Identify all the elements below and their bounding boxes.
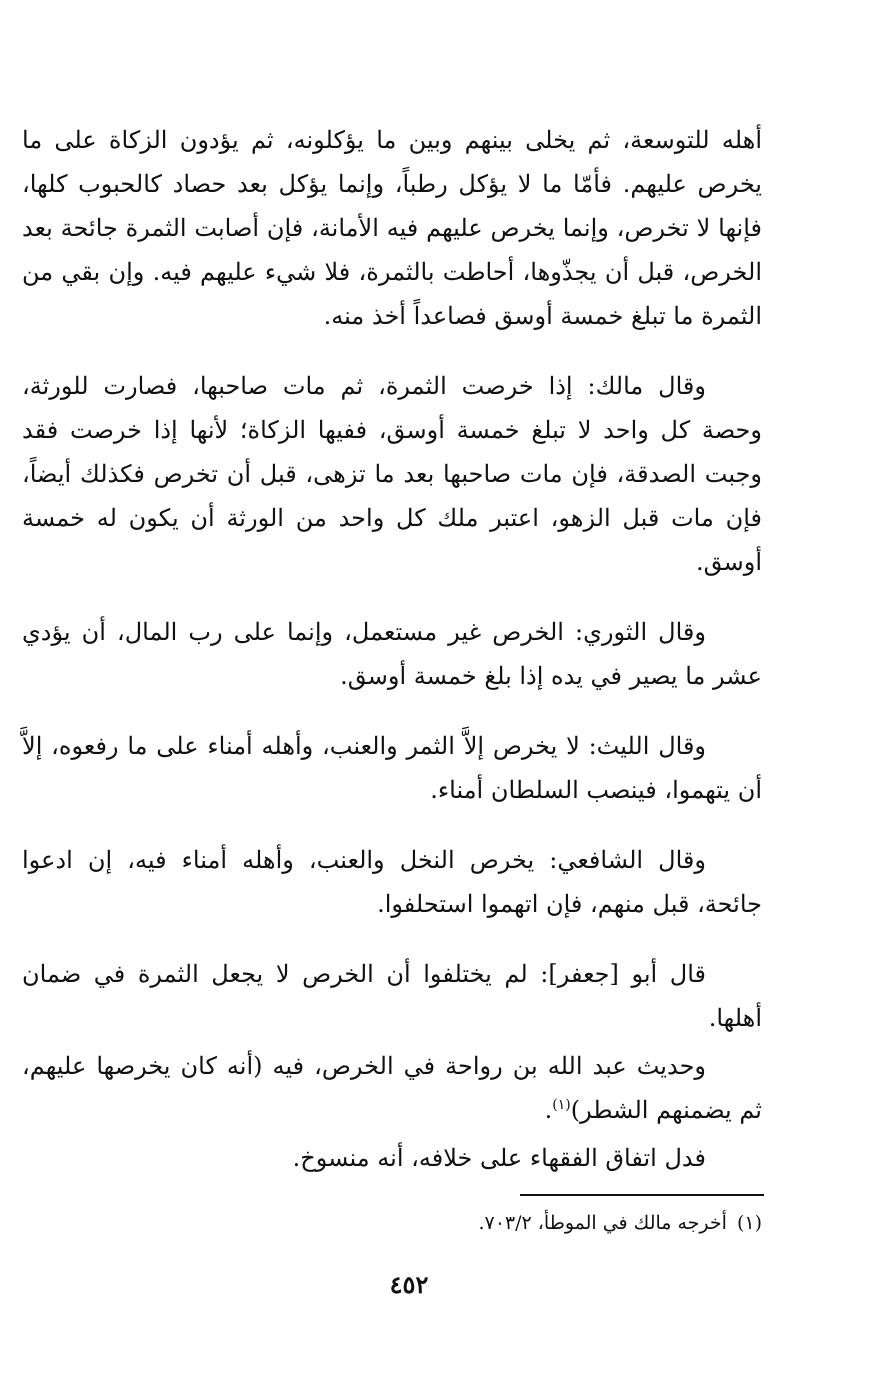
hadith-end-punctuation: . — [544, 1096, 553, 1124]
paragraph-thawri: وقال الثوري: الخرص غير مستعمل، وإنما على رب المال، أن يؤدي عشر ما يصير في يده إذا بلغ خمسة أوسق. — [22, 618, 762, 690]
paragraph-malik: وقال مالك: إذا خرصت الثمرة، ثم مات صاحبها، فصارت للورثة، وحصة كل واحد لا تبلغ خمسة أوسق، ففيها الزكاة؛ لأنها إذا خرصت فقد وجبت الصدقة، فإن مات صاحبها بعد ما تزهى، قبل أن تخرص فكذلك أيضاً، فإن مات قبل الزهو، اعتبر ملك كل واحد من الورثة أن يكون له خمسة أوسق. — [22, 372, 762, 576]
paragraph-tax-assessment: أهله للتوسعة، ثم يخلى بينهم وبين ما يؤكلونه، ثم يؤدون الزكاة على ما يخرص عليهم. فأمّا ما لا يؤكل رطباً، وإنما يؤكل بعد حصاد كالحبوب كلها، فإنها لا تخرص، وإنما يخرص عليهم فيه الأمانة، فإن أصابت الثمرة جائحة بعد الخرص، قبل أن يجذّوها، أحاطت بالثمرة، فلا شيء عليهم فيه. وإن بقي من الثمرة ما تبلغ خمسة أوسق فصاعداً أخذ منه. — [22, 126, 762, 330]
paragraph-shafii: وقال الشافعي: يخرص النخل والعنب، وأهله أمناء فيه، إن ادعوا جائحة، قبل منهم، فإن اتهموا استحلفوا. — [22, 846, 762, 918]
footnote — [300, 1206, 762, 1240]
footnote-divider — [520, 1194, 764, 1196]
main-text — [22, 118, 762, 1180]
footnote-text: أخرجه مالك في الموطأ، ٧٠٣/٢. — [478, 1212, 727, 1234]
hadith-text: وحديث عبد الله بن رواحة في الخرص، فيه (أنه كان يخرصها عليهم، ثم يضمنهم الشطر) — [22, 1052, 762, 1124]
paragraph-layth: وقال الليث: لا يخرص إلاَّ الثمر والعنب، وأهله أمناء على ما رفعوه، إلاَّ أن يتهموا، فينصب السلطان أمناء. — [22, 732, 762, 804]
footnote-marker: (١) — [736, 1212, 762, 1234]
paragraph-hadith — [22, 1044, 762, 1132]
page-number: ٤٥٢ — [389, 1270, 429, 1299]
paragraph-conclusion: فدل اتفاق الفقهاء على خلافه، أنه منسوخ. — [292, 1144, 706, 1172]
footnote-reference: (١) — [552, 1097, 571, 1113]
paragraph-abu-jafar: قال أبو [جعفر]: لم يختلفوا أن الخرص لا يجعل الثمرة في ضمان أهلها. — [22, 960, 762, 1032]
